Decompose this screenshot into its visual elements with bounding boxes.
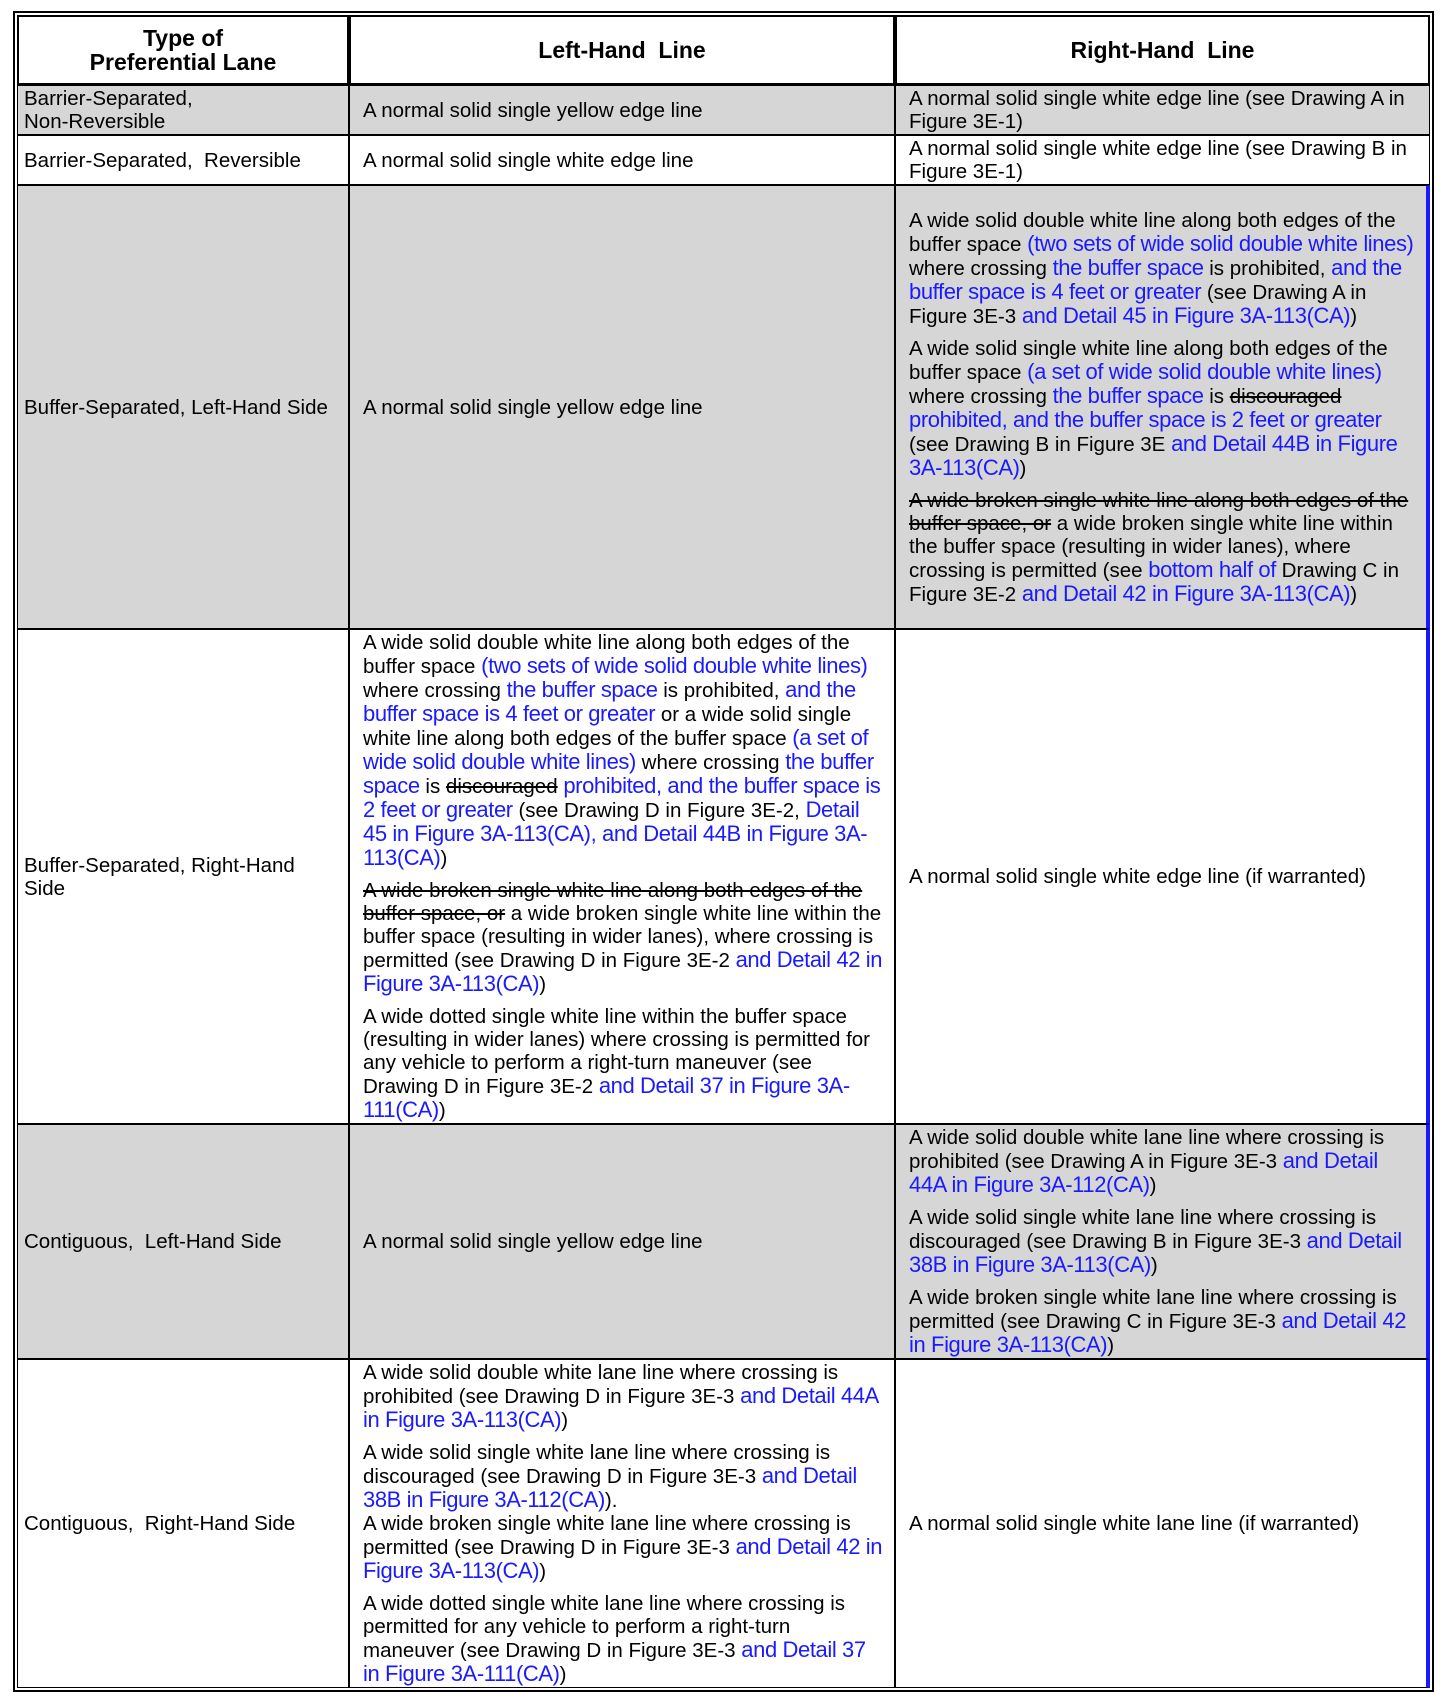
cell-text: ) — [539, 973, 547, 996]
right-hand-line-cell — [895, 135, 1430, 185]
table-row — [17, 1359, 1430, 1688]
lane-type-cell: Barrier-Separated, Non-Reversible — [17, 85, 349, 135]
cell-text: ). — [604, 1489, 618, 1512]
cell-text: A normal solid single yellow edge line — [363, 98, 703, 122]
inserted-text: and Detail 38B in Figure 3A-112(CA) — [363, 1463, 857, 1512]
cell-text: A wide solid double white line along both edges of the buffer space — [363, 631, 850, 678]
inserted-text: prohibited, and the buffer space is 2 feet or greater — [909, 406, 1382, 432]
cell-paragraph — [909, 87, 1419, 133]
cell-text: is prohibited, — [657, 679, 786, 702]
cell-paragraph — [363, 149, 884, 172]
cell-paragraph — [909, 209, 1416, 328]
deleted-text: discouraged — [445, 775, 558, 798]
cell-paragraph — [363, 99, 884, 122]
cell-text: A wide broken single white lane line where crossing is permitted (see Drawing C in Figure 3E-3 — [909, 1286, 1397, 1333]
left-hand-line-cell — [349, 629, 895, 1124]
table-body — [17, 85, 1430, 1688]
preferential-lane-table-frame — [13, 11, 1434, 1692]
lane-type-cell: Buffer-Separated, Right-Hand Side — [17, 629, 349, 1124]
cell-text: ) — [1150, 1254, 1158, 1277]
cell-text: where crossing — [363, 679, 507, 702]
left-hand-line-cell — [349, 185, 895, 629]
inserted-text: and Detail 44A in Figure 3A-113(CA) — [363, 1383, 878, 1432]
cell-text: ) — [539, 1560, 547, 1583]
cell-paragraph — [909, 137, 1419, 183]
preferential-lane-table — [17, 15, 1430, 1688]
inserted-text: and Detail 44A in Figure 3A-112(CA) — [909, 1148, 1378, 1197]
cell-paragraph — [909, 1206, 1416, 1277]
cell-text: A wide solid double white line along both edges of the buffer space — [909, 208, 1396, 256]
cell-text: ) — [559, 1663, 567, 1686]
right-hand-line-cell — [895, 1124, 1430, 1359]
inserted-text: and the buffer space is 4 feet or greater — [363, 677, 856, 726]
cell-text: A normal solid single white edge line (if warranted) — [909, 865, 1366, 888]
cell-text: ) — [438, 1099, 446, 1122]
cell-text: A normal solid single white edge line — [363, 148, 694, 172]
cell-text: A wide dotted single white line within the buffer space (resulting in wider lanes) where crossing is permitted for any vehicle to perform a right-turn maneuver (see Drawing D in Figure 3E-2 — [363, 1005, 871, 1098]
cell-text: A wide dotted single white lane line where crossing is permitted for any vehicle to perform a right-turn maneuver (see Drawing D in Figure 3E-3 — [363, 1592, 846, 1662]
inserted-text: Detail 45 in Figure 3A-113(CA), and Detail 44B in Figure 3A-113(CA) — [363, 797, 868, 870]
cell-text: ) — [561, 1409, 569, 1432]
deleted-text: discouraged — [1229, 384, 1342, 408]
right-hand-line-cell — [895, 629, 1430, 1124]
inserted-text: and Detail 42 in Figure 3A-113(CA) — [363, 1534, 883, 1583]
cell-text: a wide broken single white line within the buffer space (resulting in wider lanes), where crossing is permitted (see Drawing D in Figure 3E-2 — [363, 902, 882, 972]
cell-text: A wide solid single white line along both edges of the buffer space — [909, 336, 1388, 384]
cell-text: A normal solid single white lane line (if warranted) — [909, 1512, 1360, 1535]
cell-paragraph — [363, 1361, 884, 1432]
inserted-text: bottom half of — [1148, 556, 1276, 582]
header-left-hand-line: Left-Hand Line — [349, 15, 895, 85]
cell-text: ) — [1107, 1334, 1115, 1357]
inserted-text: and Detail 42 in Figure 3A-113(CA) — [909, 1308, 1407, 1357]
inserted-text: the buffer space — [1052, 254, 1204, 280]
cell-text: is prohibited, — [1203, 256, 1332, 280]
cell-paragraph — [909, 1126, 1416, 1197]
header-right-hand-line: Right-Hand Line — [895, 15, 1430, 85]
cell-text: A wide solid single white lane line where crossing is discouraged (see Drawing D in Figure 3E-3 — [363, 1441, 831, 1488]
cell-paragraph — [363, 1441, 884, 1583]
right-hand-line-cell — [895, 185, 1430, 629]
cell-text: ) — [1350, 582, 1358, 606]
inserted-text: (two sets of wide solid double white lines) — [1027, 230, 1414, 256]
cell-text: where crossing — [635, 751, 786, 774]
cell-text: A wide solid single white lane line where crossing is discouraged (see Drawing B in Figure 3E-3 — [909, 1206, 1377, 1253]
left-hand-line-cell — [349, 1124, 895, 1359]
cell-text: or a wide solid single white line along both edges of the buffer space — [363, 703, 852, 750]
inserted-text: the buffer space — [363, 749, 874, 798]
inserted-text: the buffer space — [1052, 382, 1204, 408]
cell-paragraph — [363, 631, 884, 870]
cell-text: ) — [1149, 1174, 1157, 1197]
inserted-text: and Detail 45 in Figure 3A-113(CA) — [1021, 302, 1351, 328]
table-row — [17, 85, 1430, 135]
cell-text: where crossing — [909, 256, 1053, 280]
left-hand-line-cell — [349, 135, 895, 185]
table-row — [17, 1124, 1430, 1359]
left-hand-line-cell — [349, 1359, 895, 1688]
table-row — [17, 629, 1430, 1124]
cell-text: A normal solid single yellow edge line — [363, 1230, 703, 1253]
cell-text: where crossing — [909, 384, 1053, 408]
cell-paragraph — [363, 1005, 884, 1122]
inserted-text: the buffer space — [506, 677, 658, 702]
cell-text: a wide broken single white line within the buffer space (resulting in wider lanes), where crossing is permitted (see — [909, 511, 1393, 582]
lane-type-cell: Buffer-Separated, Left-Hand Side — [17, 185, 349, 629]
cell-paragraph — [909, 337, 1416, 480]
cell-text: Drawing C in Figure 3E-2 — [909, 558, 1400, 606]
cell-text: A normal solid single yellow edge line — [363, 395, 703, 419]
inserted-text: and Detail 42 in Figure 3A-113(CA) — [1021, 580, 1351, 606]
deleted-text: A wide broken single white line along both edges of the buffer space, or — [909, 488, 1409, 535]
cell-text: (see Drawing D in Figure 3E-2, — [512, 799, 806, 822]
inserted-text: prohibited, and the buffer space is 2 feet or greater — [363, 773, 881, 822]
inserted-text: and Detail 44B in Figure 3A-113(CA) — [909, 430, 1398, 480]
cell-paragraph — [363, 1592, 884, 1686]
cell-paragraph — [909, 489, 1416, 606]
table-header-row — [17, 15, 1430, 85]
cell-paragraph — [909, 865, 1416, 888]
inserted-text: and Detail 42 in Figure 3A-113(CA) — [363, 947, 883, 996]
inserted-text: and Detail 37 in Figure 3A-111(CA) — [363, 1637, 866, 1686]
inserted-text: (a set of wide solid double white lines) — [363, 725, 869, 774]
table-row — [17, 135, 1430, 185]
cell-text: A wide broken single white lane line where crossing is permitted (see Drawing D in Figure 3E-3 — [363, 1512, 851, 1559]
cell-text: is — [1203, 384, 1230, 408]
inserted-text: and the buffer space is 4 feet or greater — [909, 254, 1402, 304]
deleted-text: A wide broken single white line along both edges of the buffer space, or — [363, 879, 863, 925]
right-hand-line-cell — [895, 85, 1430, 135]
lane-type-cell: Contiguous, Right-Hand Side — [17, 1359, 349, 1688]
cell-text: A wide solid double white lane line where crossing is prohibited (see Drawing D in Figure 3E-3 — [363, 1361, 839, 1408]
inserted-text: and Detail 38B in Figure 3A-113(CA) — [909, 1228, 1402, 1277]
cell-paragraph — [909, 1512, 1416, 1535]
cell-text: A normal solid single white edge line (see Drawing A in Figure 3E-1) — [909, 87, 1405, 133]
cell-text: ) — [1350, 304, 1358, 328]
cell-paragraph — [363, 396, 884, 419]
lane-type-cell: Barrier-Separated, Reversible — [17, 135, 349, 185]
cell-paragraph — [363, 879, 884, 996]
cell-text: ) — [1019, 456, 1027, 480]
inserted-text: and Detail 37 in Figure 3A-111(CA) — [363, 1073, 850, 1122]
cell-text: (see Drawing A in Figure 3E-3 — [909, 280, 1367, 328]
cell-text: (see Drawing B in Figure 3E — [909, 432, 1172, 456]
cell-text: A normal solid single white edge line (see Drawing B in Figure 3E-1) — [909, 137, 1407, 183]
lane-type-cell: Contiguous, Left-Hand Side — [17, 1124, 349, 1359]
left-hand-line-cell — [349, 85, 895, 135]
cell-text: is — [419, 775, 446, 798]
table-row — [17, 185, 1430, 629]
inserted-text: (a set of wide solid double white lines) — [1027, 358, 1382, 384]
cell-paragraph — [909, 1286, 1416, 1357]
cell-text: ) — [440, 847, 448, 870]
header-type: Type of Preferential Lane — [17, 15, 349, 85]
cell-paragraph — [363, 1230, 884, 1253]
right-hand-line-cell — [895, 1359, 1430, 1688]
inserted-text: (two sets of wide solid double white lines) — [481, 653, 868, 678]
cell-text: A wide solid double white lane line where crossing is prohibited (see Drawing A in Figure 3E-3 — [909, 1126, 1385, 1173]
